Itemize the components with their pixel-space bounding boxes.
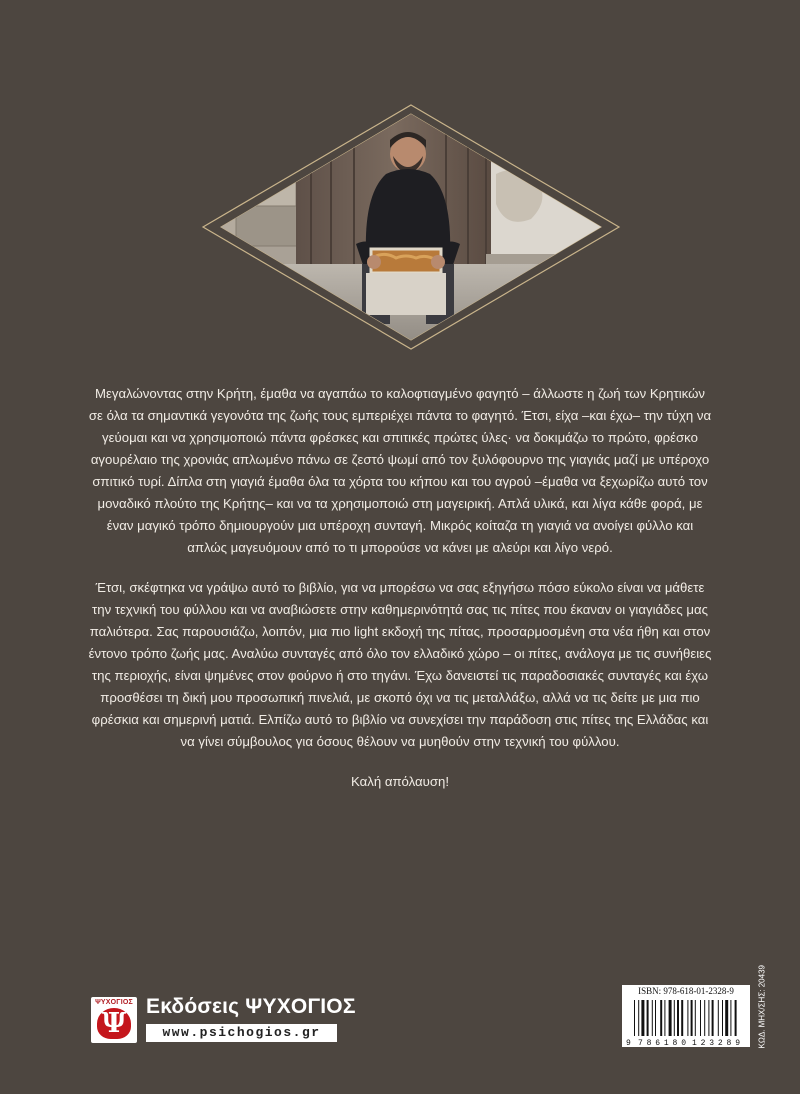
psi-logo-icon [91, 997, 137, 1043]
paragraph-1: Μεγαλώνοντας στην Κρήτη, έμαθα να αγαπάω το καλοφτιαγμένο φαγητό – άλλωστε η ζωή των Κρητικών σε όλα τα σημαντικά γεγονότα της ζωής τους εμπεριέχει πάντα το φαγητό. Έτσι, είχα –και έχω– την τύχη να γεύομαι και να χρησιμοποιώ πάντα φρέσκες και σπιτικές πρώτες ύλες· να δοκιμάζω το πρώτο, φρέσκο αγουρέλαιο της χρονιάς απλωμένο πάνω σε ζεστό ψωμί από τον ξυλόφουρνο της γιαγιάς μαζί με υπέροχο σπιτικό τυρί. Δίπλα στη γιαγιά έμαθα όλα τα χόρτα του κήπου και του αγρού –έμαθα να ξεχωρίζω αυτό τον μοναδικό πλούτο της Κρήτης– και να τα χρησιμοποιώ στη μαγειρική. Απλά υλικά, και λίγα κάθε φορά, με έναν μαγικό τρόπο δημιουργούν μια υπέροχη συνταγή. Μικρός κοίταζα τη γιαγιά να ανοίγει φύλλο και απλώς μαγευόμουν από το τι μπορούσε να κάνει με αλεύρι και λίγο νερό. [88, 386, 712, 555]
isbn-text: ISBN: 978-618-01-2328-9 [638, 986, 734, 996]
back-cover-text [88, 383, 712, 811]
barcode-right-digits: 123289 [692, 1039, 740, 1047]
barcode-lead-digit: 9 [626, 1039, 631, 1047]
isbn-barcode [622, 985, 750, 1047]
machine-code [757, 965, 767, 1049]
paragraph-2: Έτσι, σκέφτηκα να γράψω αυτό το βιβλίο, για να μπορέσω να σας εξηγήσω πόσο εύκολο είναι να μάθετε την τεχνική του φύλλου και να αναβιώσετε στην καθημερινότητά σας τις πίτες που έκαναν οι γιαγιάδες μας παλιότερα. Σας παρουσιάζω, λοιπόν, μια πιο light εκδοχή της πίτας, προσαρμοσμένη στα νέα ήθη και στον έντονο τρόπο ζωής μας. Αναλύω συνταγές από όλο τον ελλαδικό χώρο – οι πίτες, ανάλογα με τις συνήθειες της περιοχής, είναι ψημένες στον φούρνο ή στο τηγάνι. Έχω δανειστεί τις παραδοσιακές συνταγές και έχω προσθέσει τη δική μου προσωπική πινελιά, με σκοπό όχι να τις μεταλλάξω, αλλά να τις δείτε με μια πιο φρέσκια και σημερινή ματιά. Ελπίζω αυτό το βιβλίο να συνεχίσει την παράδοση στις πίτες της Ελλάδας και να γίνει σύμβουλος για όσους θέλουν να μυηθούν στην τεχνική του φύλλου. [88, 580, 712, 749]
logo-small-text: ΨΥΧΟΓΙΟΣ [95, 999, 133, 1006]
publisher-logo [91, 995, 356, 1047]
barcode-left-digits: 786180 [638, 1039, 686, 1047]
author-photo [196, 104, 626, 350]
author-photo-frame [196, 104, 626, 350]
publisher-name: Εκδόσεις ΨΥΧΟΓΙΟΣ [146, 995, 356, 1018]
publisher-url: www.psichogios.gr [146, 1024, 337, 1042]
psi-symbol: Ψ [97, 1008, 131, 1039]
barcode-image [622, 998, 750, 1047]
closing-line: Καλή απόλαυση! [350, 774, 450, 789]
machine-code-text: ΚΩΔ. ΜΗΧ/ΣΗΣ: 20439 [757, 965, 767, 1049]
